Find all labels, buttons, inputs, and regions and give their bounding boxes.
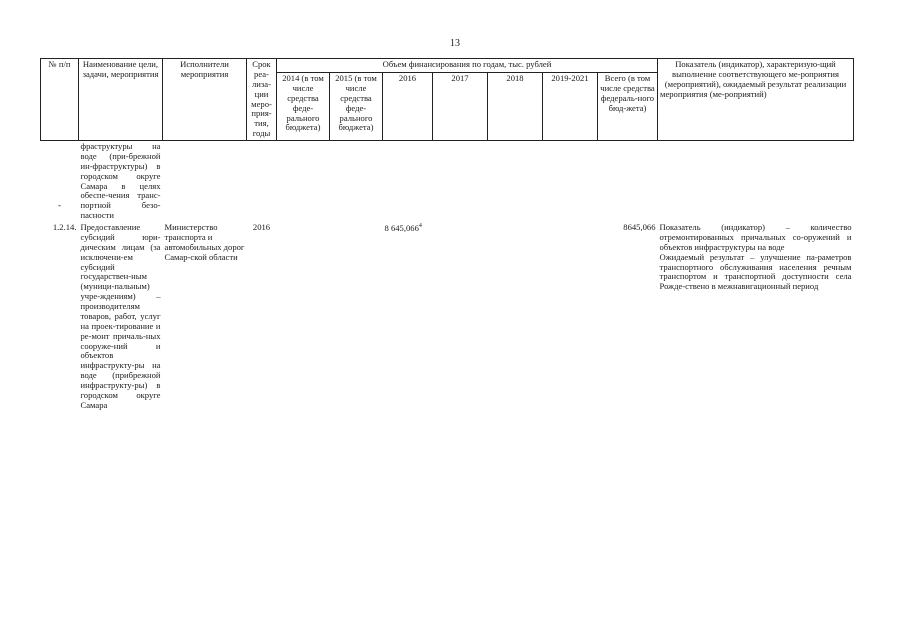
row-number: 1.2.14.: [52, 222, 77, 232]
header-year-2015: 2015 (в том числе средства феде-рального бюджета): [330, 73, 383, 141]
continuation-name: фраструктуры на воде (при-брежной ин-фраструктуры) в городском округе Самара в целях обеспе-чения транс-портной безо-пасности: [80, 141, 161, 221]
table-row: [41, 222, 854, 412]
header-funding-group: Объем финансирования по годам, тыс. рублей: [277, 59, 658, 73]
row-total: 8645,066: [623, 222, 656, 232]
page-number: 13: [450, 38, 460, 49]
row-indicator-cell: [658, 222, 854, 412]
header-year-2019-2021: 2019-2021: [543, 73, 598, 141]
row-indicator: Показатель (индикатор) – количество отремонтированных причальных со-оружений и объектов инфраструктуры на воде: [659, 222, 852, 252]
header-year-2017: 2017: [433, 73, 488, 141]
row-expected-result: Ожидаемый результат – улучшение па-раметров транспортного обслуживания населения речным транспортом и транспортной доступности села Рожде-ствено в межнавигационный период: [659, 251, 852, 292]
header-year-2018: 2018: [488, 73, 543, 141]
header-num: № п/п: [41, 59, 79, 141]
row-name: Предоставление субсидий юри-дическим лицам (за исключени-ем субсидий государствен-ным (муници-пальным) учре-ждениям) – производителям товаров, работ, услуг на проек-тирование и ре-монт причаль-ных сооруже-ний и объектов инфраструкту-ры на воде (прибрежной инфраструкту-ры) в городском округе Самара: [80, 222, 161, 410]
row-term: 2016: [252, 222, 271, 232]
header-executors: Исполнители мероприятия: [163, 59, 247, 141]
header-year-2016: 2016: [383, 73, 433, 141]
header-year-2014: 2014 (в том числе средства феде-рального бюджета): [277, 73, 330, 141]
header-term: Срок реа-лиза-ции меро-прия-тия, годы: [247, 59, 277, 141]
row-2016-cell: [383, 222, 433, 412]
header-indicator: Показатель (индикатор), характеризую-щий выполнение соответствующего ме-роприятия (мероприятий), ожидаемый результат реализации мероприятия (ме-роприятий): [658, 59, 854, 141]
header-name: Наименование цели, задачи, мероприятия: [79, 59, 163, 141]
table-row-continuation: [41, 141, 854, 223]
header-total: Всего (в том числе средства федераль-ного бюд-жета): [598, 73, 658, 141]
row-executor: Министерство транспорта и автомобильных дорог Самар-ской области: [164, 222, 245, 262]
row-2016-value: 8 645,066: [384, 222, 419, 233]
footnote-ref: 4: [418, 223, 422, 229]
funding-table: [40, 58, 854, 412]
continuation-marker: -: [58, 200, 61, 210]
